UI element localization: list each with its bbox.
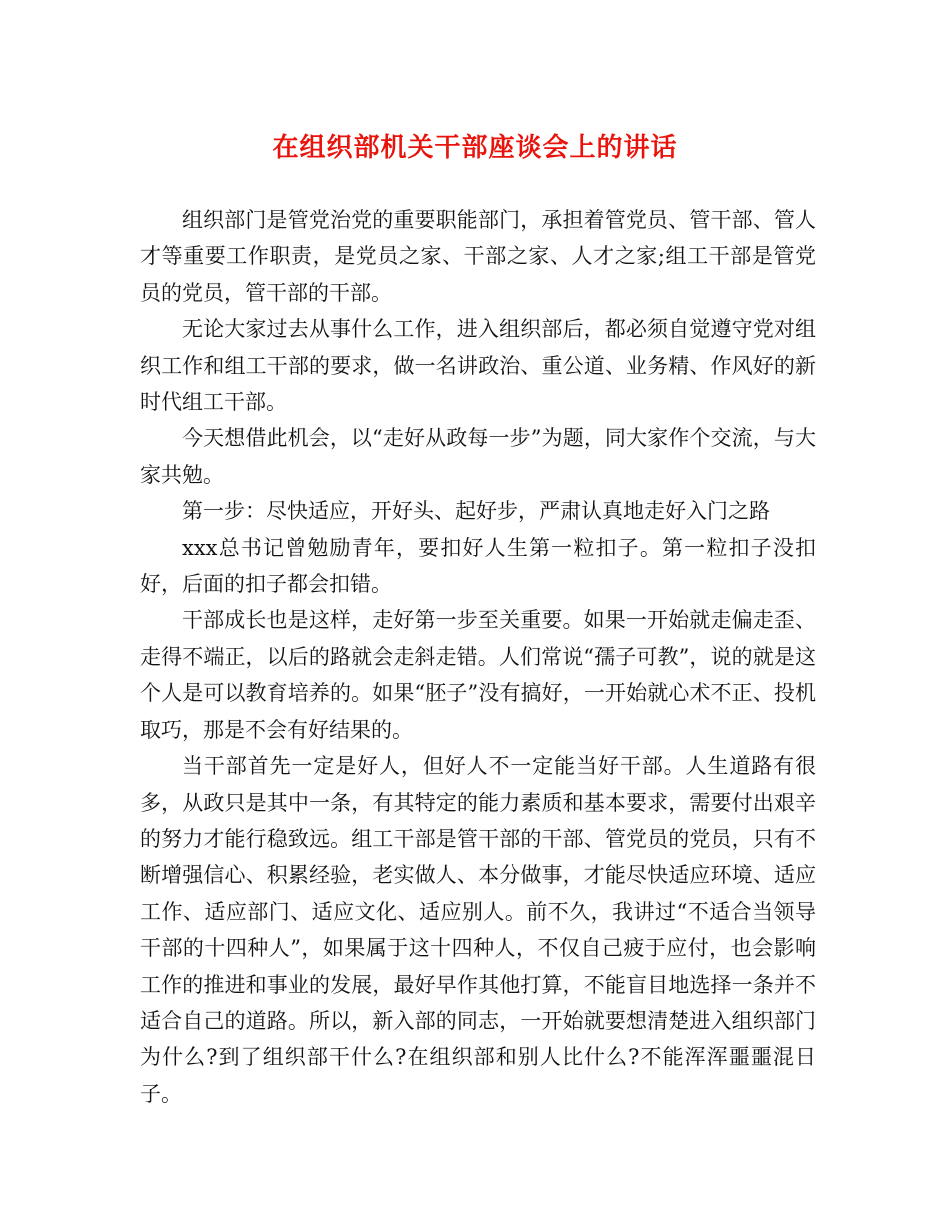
paragraph: 当干部首先一定是好人，但好人不一定能当好干部。人生道路有很多，从政只是其中一条，有其特定的能力素质和基本要求，需要付出艰辛的努力才能行稳致远。组工干部是管干部的干部、管党员的党员，只有不断增强信心、积累经验，老实做人、本分做事，才能尽快适应环境、适应工作、适应部门、适应文化、适应别人。前不久，我讲过“不适合当领导干部的十四种人”，如果属于这十四种人，不仅自己疲于应付，也会影响工作的推进和事业的发展，最好早作其他打算，不能盲目地选择一条并不适合自己的道路。所以，新入部的同志，一开始就要想清楚进入组织部门为什么?到了组织部干什么?在组织部和别人比什么?不能浑浑噩噩混日子。: [140, 754, 816, 1106]
document-body: [140, 202, 816, 1112]
section-heading: 第一步：尽快适应，开好头、起好步，严肃认真地走好入门之路: [182, 499, 770, 524]
paragraph: xxx总书记曾勉励青年，要扣好人生第一粒扣子。第一粒扣子没扣好，后面的扣子都会扣错。: [140, 535, 816, 597]
paragraph: 今天想借此机会，以“走好从政每一步”为题，同大家作个交流，与大家共勉。: [140, 426, 816, 487]
paragraph: 无论大家过去从事什么工作，进入组织部后，都必须自觉遵守党对组织工作和组工干部的要求，做一名讲政治、重公道、业务精、作风好的新时代组工干部。: [140, 317, 816, 415]
document-title: 在组织部机关干部座谈会上的讲话: [272, 133, 678, 163]
paragraph: 组织部门是管党治党的重要职能部门，承担着管党员、管干部、管人才等重要工作职责，是党员之家、干部之家、人才之家;组工干部是管党员的党员，管干部的干部。: [140, 208, 816, 305]
paragraph: 干部成长也是这样，走好第一步至关重要。如果一开始就走偏走歪、走得不端正，以后的路就会走斜走错。人们常说“孺子可教”，说的就是这个人是可以教育培养的。如果“胚子”没有搞好，一开始就心术不正、投机取巧，那是不会有好结果的。: [140, 608, 816, 742]
